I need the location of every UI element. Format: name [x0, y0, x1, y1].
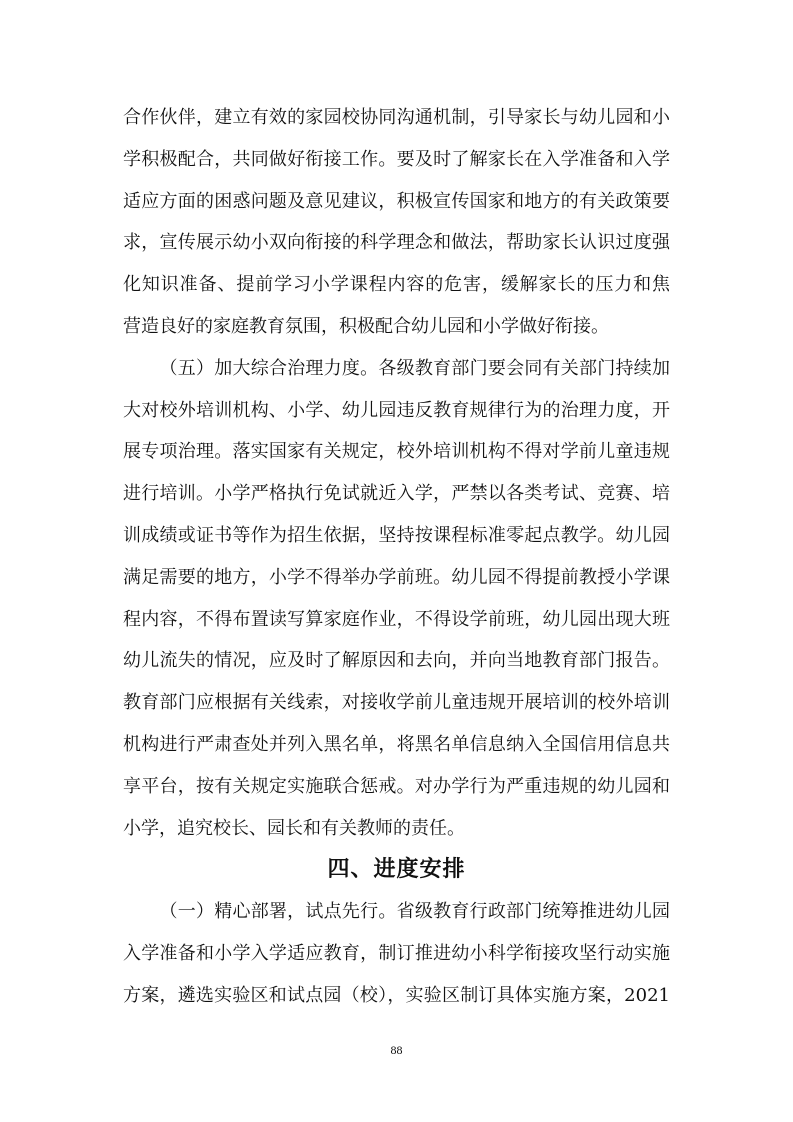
- text-line: 进行培训。小学严格执行免试就近入学，严禁以各类考试、竞赛、培: [123, 483, 670, 505]
- text-line: 小学，追究校长、园长和有关教师的责任。: [123, 817, 465, 839]
- text-line: 求，宣传展示幼小双向衔接的科学理念和做法，帮助家长认识过度强: [123, 232, 670, 254]
- text-line: 适应方面的困惑问题及意见建议，积极宣传国家和地方的有关政策要: [123, 190, 670, 212]
- paragraph-careful-deployment: [123, 891, 670, 1016]
- text-line: 幼儿流失的情况，应及时了解原因和去向，并向当地教育部门报告。: [123, 650, 670, 672]
- text-line: 入学准备和小学入学适应教育，制订推进幼小科学衔接攻坚行动实施: [123, 942, 670, 964]
- text-line: 教育部门应根据有关线索，对接收学前儿童违规开展培训的校外培训: [123, 692, 670, 714]
- text-line: 学积极配合，共同做好衔接工作。要及时了解家长在入学准备和入学: [123, 148, 670, 170]
- text-line: 享平台，按有关规定实施联合惩戒。对办学行为严重违规的幼儿园和: [123, 775, 670, 797]
- text-line: 程内容，不得布置读写算家庭作业，不得设学前班，幼儿园出现大班: [123, 608, 670, 630]
- text-line: 训成绩或证书等作为招生依据，坚持按课程标准零起点教学。幼儿园: [123, 524, 670, 546]
- text-line: （一）精心部署，试点先行。省级教育行政部门统筹推进幼儿园: [159, 901, 670, 923]
- text-line: 方案，遴选实验区和试点园（校），实验区制订具体实施方案，2021: [123, 984, 670, 1006]
- text-line: （五）加大综合治理力度。各级教育部门要会同有关部门持续加: [159, 357, 670, 379]
- page-number: 88: [390, 1043, 403, 1057]
- text-line: 化知识准备、提前学习小学课程内容的危害，缓解家长的压力和焦: [123, 274, 670, 296]
- text-line: 展专项治理。落实国家有关规定，校外培训机构不得对学前儿童违规: [123, 441, 670, 463]
- text-line: 合作伙伴，建立有效的家园校协同沟通机制，引导家长与幼儿园和小: [123, 107, 670, 128]
- paragraph-comprehensive-governance: [123, 348, 670, 850]
- text-line: 满足需要的地方，小学不得举办学前班。幼儿园不得提前教授小学课: [123, 566, 670, 588]
- text-line: 营造良好的家庭教育氛围，积极配合幼儿园和小学做好衔接。: [123, 315, 609, 337]
- section-heading: 四、进度安排: [327, 857, 466, 883]
- page-body: [123, 97, 670, 1017]
- paragraph-home-school-cooperation: [123, 97, 670, 348]
- text-line: 机构进行严肃查处并列入黑名单，将黑名单信息纳入全国信用信息共: [123, 733, 670, 755]
- text-line: 大对校外培训机构、小学、幼儿园违反教育规律行为的治理力度，开: [123, 399, 670, 421]
